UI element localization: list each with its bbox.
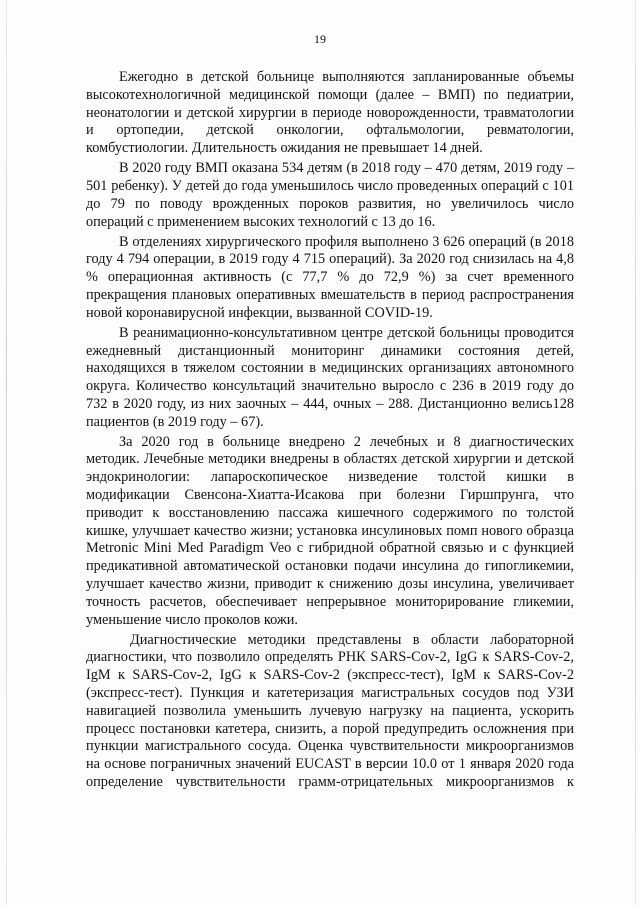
- scan-edge-left: [6, 0, 7, 905]
- document-body: [86, 69, 574, 792]
- paragraph-new-methods: За 2020 год в больнице внедрено 2 лечебных и 8 диагностических методик. Лечебные методики внедрены в областях детской хирургии и детской эндокринологии: лапароскопическое низведение толстой кишки в модификации Свенсона-Хиатта-Исакова при болезни Гиршпрунга, что приводит к восстановлению пассажа кишечного содержимого по толстой кишке, улучшает качество жизни; установка инсулиновых помп нового образца Metronic Mini Med Paradigm Veo с гибридной обратной связью и с функцией предикативной автоматической остановки подачи инсулина до гипогликемии, улучшает качество жизни, приводит к снижению дозы инсулина, увеличивает точность расчетов, обеспечивает непрерывное мониторирование гликемии, уменьшение число проколов кожи.: [86, 433, 574, 628]
- scan-edge-right: [635, 0, 636, 905]
- paragraph-resuscitation-center: В реанимационно-консультативном центре детской больницы проводится ежедневный дистанционный мониторинг динамики состояния детей, находящихся в тяжелом состоянии в медицинских организациях автономного округа. Количество консультаций значительно выросло с 236 в 2019 году до 732 в 2020 году, из них заочных – 444, очных – 288. Дистанционно велись128 пациентов (в 2019 году – 67).: [86, 324, 574, 430]
- paragraph-surgical-departments: В отделениях хирургического профиля выполнено 3 626 операций (в 2018 году 4 794 операции, в 2019 году 4 715 операций). За 2020 год снизилась на 4,8 % операционная активность (с 77,7 % до 72,9 %) за счет временного прекращения плановых оперативных вмешательств в период распространения новой коронавирусной инфекции, вызванной COVID-19.: [86, 233, 574, 321]
- paragraph-diagnostic-methods: Диагностические методики представлены в области лабораторной диагностики, что позволило определять РНК SARS-Cov-2, IgG к SARS-Cov-2, IgM к SARS-Cov-2, IgG к SARS-Cov-2 (экспресс-тест), IgM к SARS-Cov-2 (экспресс-тест). Пункция и катетеризация магистральных сосудов под УЗИ навигацией позволила уменьшить лучевую нагрузку на пациента, ускорить процесс постановки катетера, снизить, а порой предупредить осложнения при пункции магистрального сосуда. Оценка чувствительности микроорганизмов на основе пограничных значений EUCAST в версии 10.0 от 1 января 2020 года определение чувствительности грамм-отрицательных микроорганизмов к: [86, 631, 574, 791]
- page-number: 19: [314, 32, 326, 46]
- paragraph-vmp-intro: Ежегодно в детской больнице выполняются запланированные объемы высокотехнологичной медицинской помощи (далее – ВМП) по педиатрии, неонатологии и детской хирургии в периоде новорожденности, травматологии и ортопедии, детской онкологии, офтальмологии, ревматологии, комбустиологии. Длительность ожидания не превышает 14 дней.: [86, 69, 574, 157]
- paragraph-vmp-2020: В 2020 году ВМП оказана 534 детям (в 2018 году – 470 детям, 2019 году – 501 ребенку). У детей до года уменьшилось число проведенных операций с 101 до 79 по поводу врожденных пороков развития, но увеличилось число операций с применением высоких технологий с 13 до 16.: [86, 160, 574, 230]
